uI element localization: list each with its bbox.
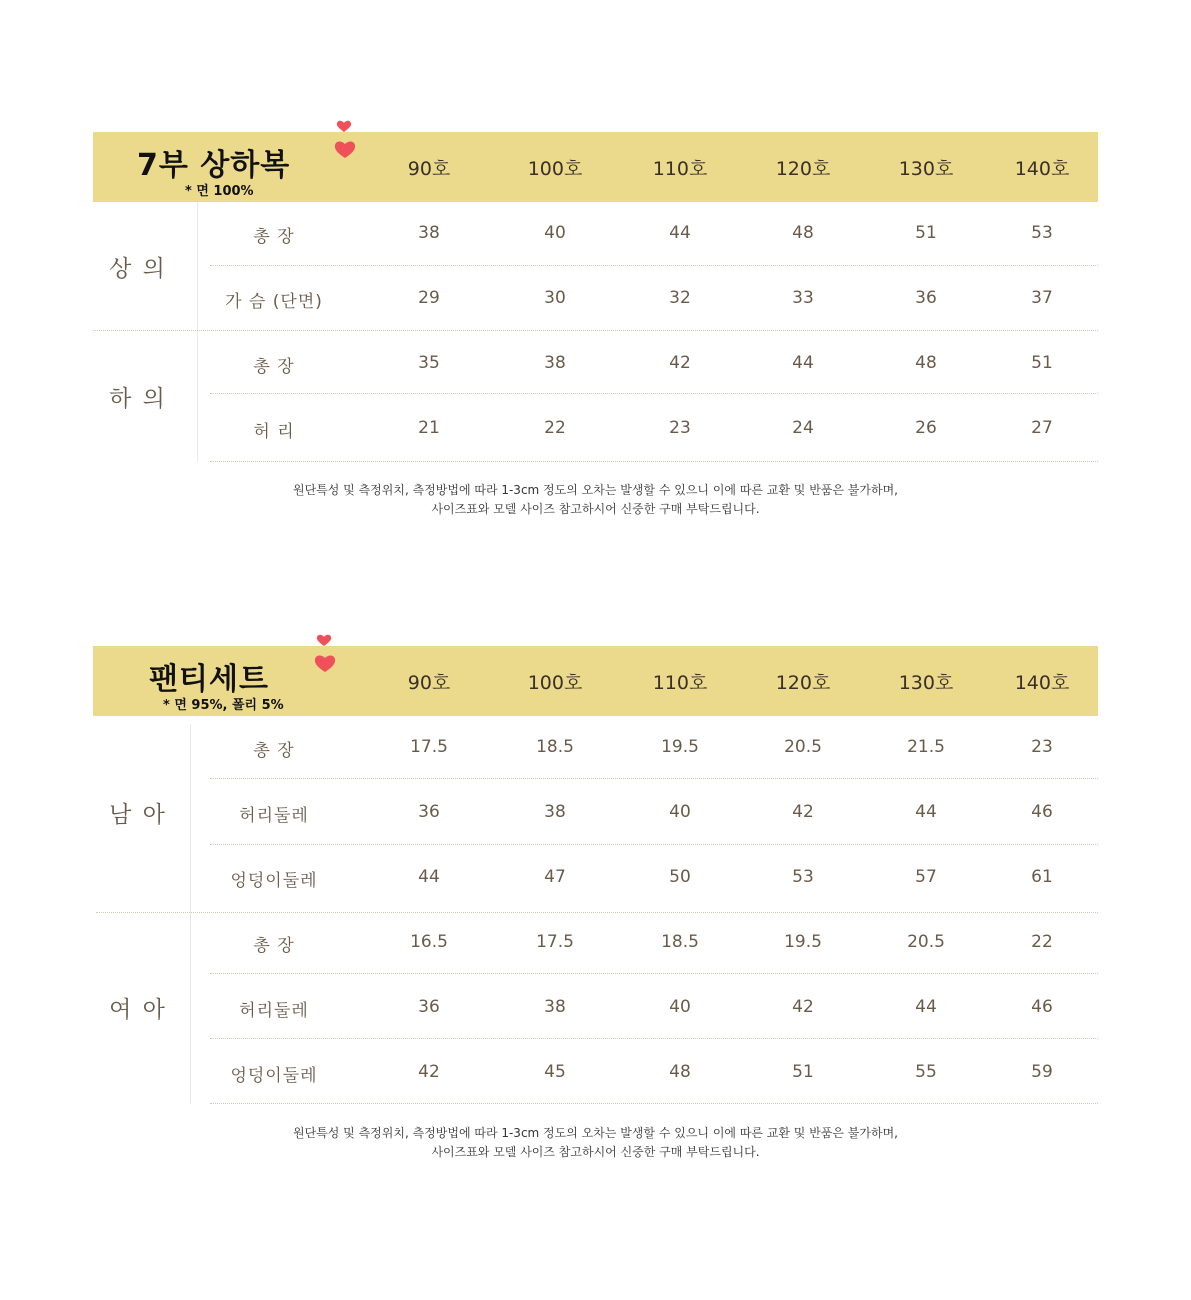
table-cell: 26 [915,418,937,438]
table-cell: 40 [669,802,691,822]
row-divider [210,461,1098,462]
disclaimer-line-1: 원단특성 및 측정위치, 측정방법에 따라 1-3cm 정도의 오차는 발생할 수 있으니 이에 따른 교환 및 반품은 불가하며, [292,1126,898,1140]
row-label: 총 장 [253,741,295,761]
table-cell: 45 [544,1062,566,1082]
column-header-90: 90호 [407,158,451,180]
column-header-90: 90호 [407,672,451,694]
table-cell: 46 [1031,802,1053,822]
row-divider [210,778,1098,779]
group-label-bottom: 하 의 [109,386,167,412]
table-cell: 36 [418,997,440,1017]
table-cell: 23 [669,418,691,438]
column-header-130: 130호 [898,158,954,180]
row-label: 가 슴 (단면) [225,292,323,312]
table-cell: 19.5 [784,932,822,952]
table-cell: 44 [915,802,937,822]
table-cell: 42 [669,353,691,373]
row-label: 총 장 [253,936,295,956]
table-cell: 51 [1031,353,1053,373]
table-cell: 40 [544,223,566,243]
table-cell: 48 [915,353,937,373]
table-cell: 42 [792,997,814,1017]
table-cell: 44 [915,997,937,1017]
table-cell: 20.5 [907,932,945,952]
table-cell: 30 [544,288,566,308]
table-cell: 21.5 [907,737,945,757]
table-cell: 17.5 [536,932,574,952]
material-note: * 면 95%, 폴리 5% [163,698,284,713]
table-cell: 46 [1031,997,1053,1017]
table-cell: 40 [669,997,691,1017]
table-cell: 48 [669,1062,691,1082]
table-cell: 23 [1031,737,1053,757]
disclaimer-line-2: 사이즈표와 모델 사이즈 참고하시어 신중한 구매 부탁드립니다. [431,502,760,516]
table-cell: 42 [418,1062,440,1082]
table-cell: 57 [915,867,937,887]
size-disclaimer [0,481,1191,519]
row-divider [210,265,1098,266]
table-cell: 32 [669,288,691,308]
table-cell: 18.5 [536,737,574,757]
group-divider [96,912,1098,913]
row-label: 총 장 [253,227,295,247]
table-cell: 16.5 [410,932,448,952]
table-cell: 59 [1031,1062,1053,1082]
table-cell: 20.5 [784,737,822,757]
table-cell: 50 [669,867,691,887]
table-cell: 38 [418,223,440,243]
size-table-underwear-set [93,646,1098,1106]
table-cell: 27 [1031,418,1053,438]
group-divider-vertical [190,724,191,1104]
disclaimer-line-1: 원단특성 및 측정위치, 측정방법에 따라 1-3cm 정도의 오차는 발생할 수 있으니 이에 따른 교환 및 반품은 불가하며, [292,483,898,497]
column-header-110: 110호 [652,158,708,180]
column-header-120: 120호 [775,158,831,180]
table-cell: 21 [418,418,440,438]
row-label: 엉덩이둘레 [230,1066,318,1086]
table-cell: 51 [792,1062,814,1082]
size-disclaimer [0,1124,1191,1162]
table-title: 7부 상하복 [137,148,291,183]
table-cell: 44 [418,867,440,887]
row-divider [210,393,1098,394]
table-cell: 47 [544,867,566,887]
table-cell: 22 [544,418,566,438]
column-header-110: 110호 [652,672,708,694]
row-divider [210,973,1098,974]
material-note: * 면 100% [185,184,254,199]
group-label-top: 상 의 [109,256,167,282]
row-label: 엉덩이둘레 [230,871,318,891]
table-cell: 51 [915,223,937,243]
group-label-boys: 남 아 [109,802,167,828]
table-cell: 17.5 [410,737,448,757]
heart-icon [313,632,343,678]
table-cell: 18.5 [661,932,699,952]
row-label: 허리둘레 [239,806,309,826]
table-title: 팬티세트 [149,662,269,697]
column-header-100: 100호 [527,672,583,694]
table-cell: 29 [418,288,440,308]
table-cell: 19.5 [661,737,699,757]
table-cell: 44 [669,223,691,243]
table-cell: 53 [1031,223,1053,243]
table-cell: 35 [418,353,440,373]
column-header-130: 130호 [898,672,954,694]
group-divider [93,330,1098,331]
column-header-120: 120호 [775,672,831,694]
table-cell: 24 [792,418,814,438]
row-divider [210,1103,1098,1104]
table-cell: 42 [792,802,814,822]
table-cell: 36 [418,802,440,822]
table-cell: 44 [792,353,814,373]
heart-icon [333,118,363,164]
table-cell: 55 [915,1062,937,1082]
group-label-girls: 여 아 [109,997,167,1023]
table-cell: 38 [544,353,566,373]
row-divider [210,1038,1098,1039]
table-cell: 61 [1031,867,1053,887]
disclaimer-line-2: 사이즈표와 모델 사이즈 참고하시어 신중한 구매 부탁드립니다. [431,1145,760,1159]
column-header-140: 140호 [1014,672,1070,694]
row-label: 허리둘레 [239,1001,309,1021]
table-cell: 36 [915,288,937,308]
row-label: 허 리 [253,422,295,442]
table-cell: 53 [792,867,814,887]
column-header-100: 100호 [527,158,583,180]
row-divider [210,844,1098,845]
row-label: 총 장 [253,357,295,377]
table-cell: 38 [544,802,566,822]
column-header-140: 140호 [1014,158,1070,180]
table-cell: 22 [1031,932,1053,952]
table-cell: 48 [792,223,814,243]
table-cell: 37 [1031,288,1053,308]
table-cell: 33 [792,288,814,308]
table-cell: 38 [544,997,566,1017]
